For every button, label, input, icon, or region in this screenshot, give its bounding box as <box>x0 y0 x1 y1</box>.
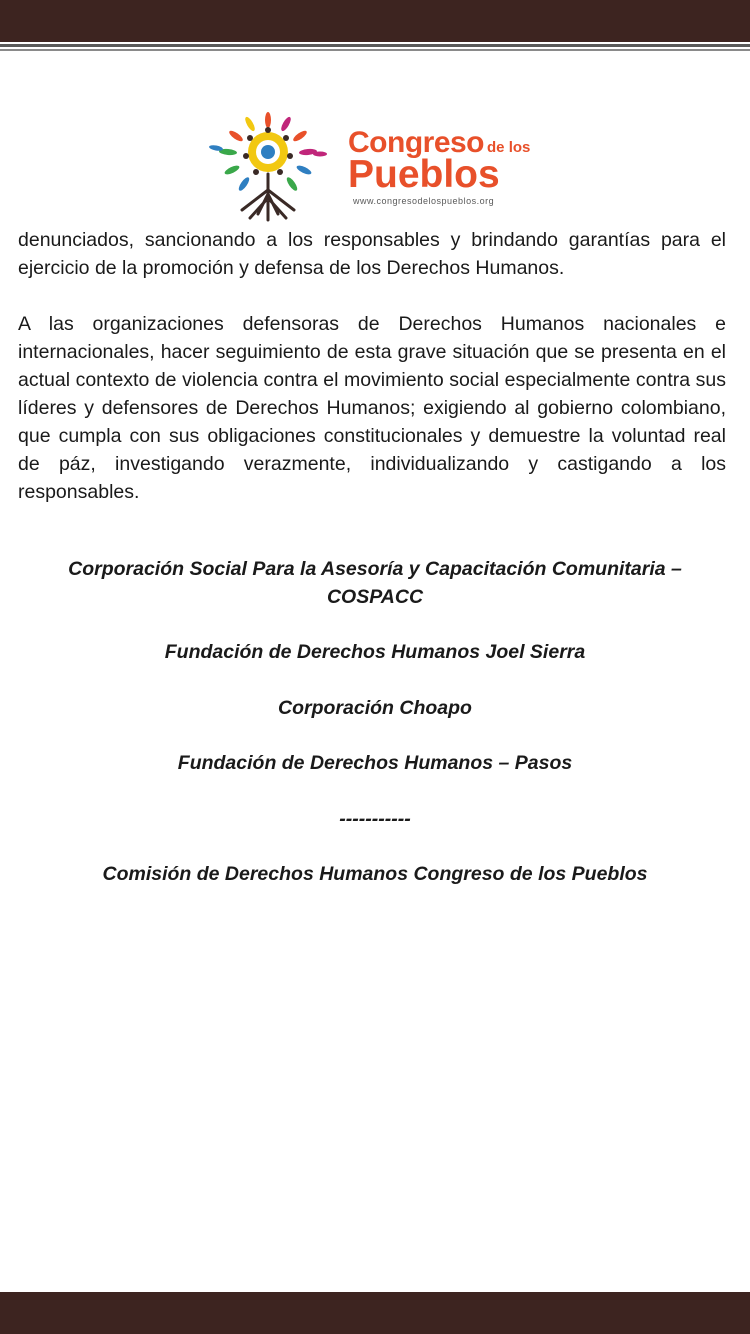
top-frame-bar <box>0 0 750 42</box>
logo-wordmark-line2: Pueblos <box>348 153 500 196</box>
signatory-cospacc-line2: COSPACC <box>326 586 424 608</box>
logo-url: www.congresodelospueblos.org <box>353 196 495 206</box>
signatory-cospacc-line1: Corporación Social Para la Asesoría y Capacitación Comunitaria – <box>68 558 682 580</box>
bottom-frame-bar <box>0 1292 750 1334</box>
signatory-cospacc <box>40 555 710 611</box>
signatory-comision-ddhh: Comisión de Derechos Humanos Congreso de los Pueblos <box>102 863 648 885</box>
congreso-de-los-pueblos-logo <box>198 110 558 225</box>
paragraph-2: A las organizaciones defensoras de Derechos Humanos nacionales e internacionales, hacer seguimiento de esta grave situación que se presenta en el actual contexto de violencia contra el movimiento social especialmente contra sus líderes y defensores de Derechos Humanos; exigiendo al gobierno colombiano, que cumpla con sus obligaciones constitucionales y demuestre la voluntad real de páz, investigando verazmente, individualizando y castigando a los responsables. <box>18 313 726 503</box>
logo-wordmark-line1: Congreso <box>348 126 485 159</box>
signatory-joel-sierra: Fundación de Derechos Humanos Joel Sierra <box>164 641 586 663</box>
paragraph-1: denunciados, sancionando a los responsables y brindando garantías para el ejercicio de la promoción y defensa de los Derechos Humanos. <box>18 229 726 279</box>
signature-separator: ----------- <box>339 808 411 830</box>
signatory-pasos: Fundación de Derechos Humanos – Pasos <box>177 752 573 774</box>
logo-wordmark <box>348 128 530 194</box>
tree-of-people-icon <box>198 110 338 225</box>
logo-wordmark-small: de los <box>487 139 531 156</box>
top-divider-rule <box>0 42 750 54</box>
signatory-choapo: Corporación Choapo <box>278 697 472 719</box>
